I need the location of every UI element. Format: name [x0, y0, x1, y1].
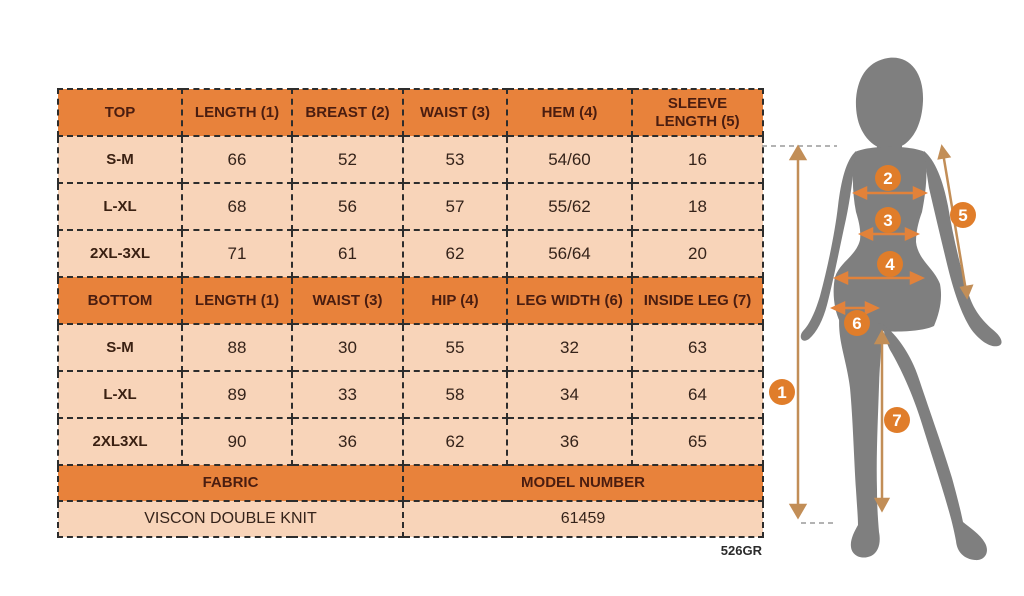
column-header-sleeve5: SLEEVE LENGTH (5) — [632, 89, 763, 136]
column-header-length1: LENGTH (1) — [182, 277, 292, 324]
measure-marker-5 — [950, 202, 976, 228]
column-header-hem4: HEM (4) — [507, 89, 632, 136]
svg-text:3: 3 — [883, 211, 893, 230]
svg-text:7: 7 — [892, 411, 902, 430]
table-cell: 58 — [403, 371, 507, 418]
table-cell: 16 — [632, 136, 763, 183]
table-cell: 64 — [632, 371, 763, 418]
table-cell: 20 — [632, 230, 763, 277]
fabric-value: VISCON DOUBLE KNIT — [58, 501, 403, 537]
size-label: L-XL — [58, 371, 182, 418]
column-header-waist3: WAIST (3) — [403, 89, 507, 136]
table-cell: 18 — [632, 183, 763, 230]
reference-dashes — [762, 146, 837, 523]
column-header-bottom: BOTTOM — [58, 277, 182, 324]
svg-text:2: 2 — [883, 169, 893, 188]
column-header-waist3: WAIST (3) — [292, 277, 403, 324]
bottom-header-row — [58, 277, 763, 324]
table-cell: 53 — [403, 136, 507, 183]
column-header-hip4: HIP (4) — [403, 277, 507, 324]
size-label: L-XL — [58, 183, 182, 230]
column-header-top: TOP — [58, 89, 182, 136]
table-cell: 71 — [182, 230, 292, 277]
table-cell: 55 — [403, 324, 507, 371]
table-cell: 57 — [403, 183, 507, 230]
measure-marker-6 — [844, 310, 870, 336]
table-cell: 30 — [292, 324, 403, 371]
svg-text:4: 4 — [885, 255, 895, 274]
svg-text:6: 6 — [852, 314, 862, 333]
table-cell: 65 — [632, 418, 763, 465]
top-header-row — [58, 89, 763, 136]
table-cell: 56/64 — [507, 230, 632, 277]
table-row — [58, 324, 763, 371]
table-cell: 88 — [182, 324, 292, 371]
table-cell: 63 — [632, 324, 763, 371]
table-row — [58, 136, 763, 183]
table-cell: 32 — [507, 324, 632, 371]
model-number-header: MODEL NUMBER — [403, 465, 763, 501]
column-header-legwidth6: LEG WIDTH (6) — [507, 277, 632, 324]
table-cell: 55/62 — [507, 183, 632, 230]
measure-marker-4 — [877, 251, 903, 277]
table-cell: 66 — [182, 136, 292, 183]
table-cell: 34 — [507, 371, 632, 418]
table-row — [58, 418, 763, 465]
table-row — [58, 230, 763, 277]
table-cell: 56 — [292, 183, 403, 230]
measure-marker-7 — [884, 407, 910, 433]
size-label: 2XL-3XL — [58, 230, 182, 277]
table-cell: 62 — [403, 230, 507, 277]
table-cell: 52 — [292, 136, 403, 183]
table-cell: 33 — [292, 371, 403, 418]
table-cell: 89 — [182, 371, 292, 418]
svg-text:5: 5 — [958, 206, 968, 225]
size-label: S-M — [58, 136, 182, 183]
table-cell: 68 — [182, 183, 292, 230]
table-cell: 62 — [403, 418, 507, 465]
measure-marker-3 — [875, 207, 901, 233]
table-row — [58, 371, 763, 418]
svg-text:1: 1 — [777, 383, 787, 402]
measure-marker-1 — [769, 379, 795, 405]
measurement-figure — [758, 20, 1024, 591]
column-header-breast2: BREAST (2) — [292, 89, 403, 136]
footer-value-row — [58, 501, 763, 537]
table-cell: 54/60 — [507, 136, 632, 183]
table-row — [58, 183, 763, 230]
column-header-insideleg7: INSIDE LEG (7) — [632, 277, 763, 324]
table-cell: 36 — [292, 418, 403, 465]
measure-marker-2 — [875, 165, 901, 191]
footer-header-row — [58, 465, 763, 501]
measurement-diagram — [758, 20, 1024, 591]
column-header-length1: LENGTH (1) — [182, 89, 292, 136]
model-number-value: 61459 — [403, 501, 763, 537]
body-silhouette-icon — [801, 58, 1002, 560]
size-label: 2XL3XL — [58, 418, 182, 465]
table-cell: 61 — [292, 230, 403, 277]
fabric-header: FABRIC — [58, 465, 403, 501]
table-cell: 90 — [182, 418, 292, 465]
size-chart-table — [57, 88, 764, 538]
table-cell: 36 — [507, 418, 632, 465]
size-label: S-M — [58, 324, 182, 371]
style-code-label: 526GR — [720, 543, 762, 558]
